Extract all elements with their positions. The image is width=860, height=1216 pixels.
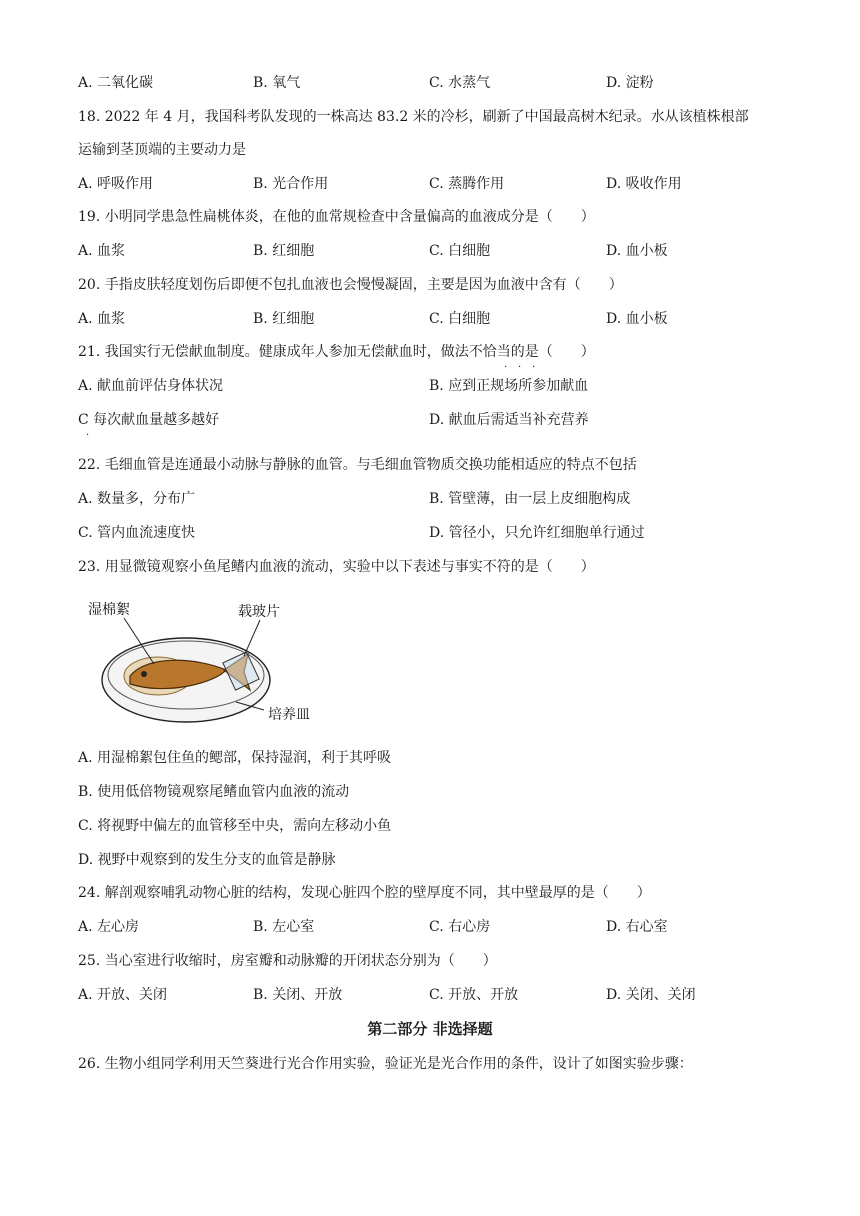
q21-stem: 21. 我国实行无偿献血制度。健康成年人参加无偿献血时，做法不恰当的是（ ）	[78, 344, 595, 360]
q18-option-b: B. 光合作用	[253, 176, 329, 192]
q17-option-b: B. 氧气	[253, 75, 301, 91]
q17-option-a: A. 二氧化碳	[78, 75, 154, 91]
q17-option-d: D. 淀粉	[606, 75, 654, 91]
q18-option-a: A. 呼吸作用	[78, 176, 154, 192]
fish-eye	[141, 671, 147, 677]
emphasis-dot: ·	[504, 362, 508, 373]
q19-option-a: A. 血浆	[78, 243, 126, 259]
q23-stem: 23. 用显微镜观察小鱼尾鳍内血液的流动，实验中以下表述与事实不符的是（ ）	[78, 559, 595, 575]
q20-option-c: C. 白细胞	[429, 311, 491, 327]
q18-stem-line1: 18. 2022 年 4 月，我国科考队发现的一株高达 83.2 米的冷杉，刷新了中国最高树木纪录。水从该植株根部	[78, 109, 749, 125]
label-wet-cotton: 湿棉絮	[88, 602, 130, 618]
q19-stem: 19. 小明同学患急性扁桃体炎，在他的血常规检查中含量偏高的血液成分是（ ）	[78, 209, 595, 225]
q21-option-b: B. 应到正规场所参加献血	[429, 378, 589, 394]
q17-option-c: C. 水蒸气	[429, 75, 491, 91]
q25-option-c: C. 开放、开放	[429, 987, 519, 1003]
q24-option-b: B. 左心室	[253, 919, 315, 935]
q25-option-d: D. 关闭、关闭	[606, 987, 696, 1003]
emphasis-dot: ·	[518, 362, 522, 373]
q21-option-d: D. 献血后需适当补充营养	[429, 412, 589, 428]
q19-option-c: C. 白细胞	[429, 243, 491, 259]
stray-dot: ·	[86, 430, 90, 441]
q22-option-a: A. 数量多，分布广	[78, 491, 196, 507]
q26-stem: 26. 生物小组同学利用天竺葵进行光合作用实验，验证光是光合作用的条件，设计了如图实验步骤：	[78, 1056, 693, 1072]
q25-stem: 25. 当心室进行收缩时，房室瓣和动脉瓣的开闭状态分别为（ ）	[78, 953, 497, 969]
q22-stem: 22. 毛细血管是连通最小动脉与静脉的血管。与毛细血管物质交换功能相适应的特点不包括	[78, 457, 637, 473]
q19-option-d: D. 血小板	[606, 243, 668, 259]
q25-option-a: A. 开放、关闭	[78, 987, 168, 1003]
fish-dish-figure	[88, 598, 338, 728]
q20-option-a: A. 血浆	[78, 311, 126, 327]
q21-option-a: A. 献血前评估身体状况	[78, 378, 224, 394]
q24-option-a: A. 左心房	[78, 919, 140, 935]
q22-option-c: C. 管内血流速度快	[78, 525, 196, 541]
q18-stem-line2: 运输到茎顶端的主要动力是	[78, 142, 246, 158]
q20-option-b: B. 红细胞	[253, 311, 315, 327]
q24-option-c: C. 右心房	[429, 919, 491, 935]
q22-option-d: D. 管径小，只允许红细胞单行通过	[429, 525, 645, 541]
q23-option-c: C. 将视野中偏左的血管移至中央，需向左移动小鱼	[78, 818, 392, 834]
slide-leader-line	[244, 620, 260, 656]
q24-stem: 24. 解剖观察哺乳动物心脏的结构，发现心脏四个腔的壁厚度不同，其中壁最厚的是（ ）	[78, 885, 651, 901]
section-title: 第二部分 非选择题	[367, 1020, 493, 1038]
q23-option-b: B. 使用低倍物镜观察尾鳍血管内血液的流动	[78, 784, 350, 800]
q19-option-b: B. 红细胞	[253, 243, 315, 259]
q21-option-c: C 每次献血量越多越好	[78, 412, 220, 428]
q25-option-b: B. 关闭、开放	[253, 987, 343, 1003]
emphasis-dot: ·	[532, 362, 536, 373]
label-glass-slide: 载玻片	[238, 604, 280, 620]
q20-option-d: D. 血小板	[606, 311, 668, 327]
q20-stem: 20. 手指皮肤轻度划伤后即便不包扎血液也会慢慢凝固，主要是因为血液中含有（ ）	[78, 277, 623, 293]
q24-option-d: D. 右心室	[606, 919, 668, 935]
q18-option-c: C. 蒸腾作用	[429, 176, 505, 192]
q23-option-d: D. 视野中观察到的发生分支的血管是静脉	[78, 852, 336, 868]
q23-option-a: A. 用湿棉絮包住鱼的鳃部，保持湿润，利于其呼吸	[78, 750, 392, 766]
q22-option-b: B. 管壁薄，由一层上皮细胞构成	[429, 491, 631, 507]
q18-option-d: D. 吸收作用	[606, 176, 682, 192]
label-petri-dish: 培养皿	[268, 707, 310, 723]
